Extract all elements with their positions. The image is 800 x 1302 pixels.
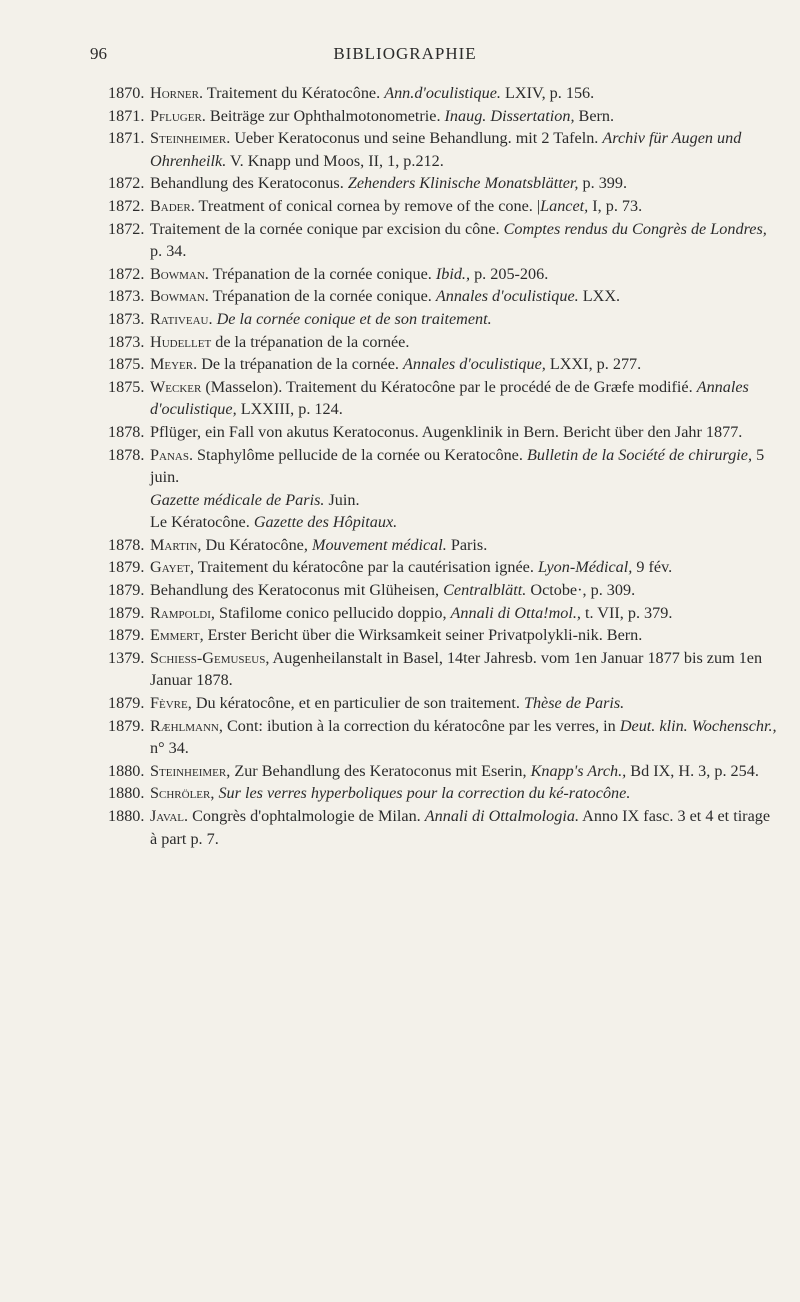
entry-author: Hudellet bbox=[150, 332, 212, 351]
bibliography-entry bbox=[108, 195, 778, 218]
entry-text: Ueber Keratoconus und seine Behandlung. mit 2 Tafeln. bbox=[230, 129, 603, 148]
entry-year: 1875. bbox=[108, 355, 145, 374]
entry-author: Pfluger. bbox=[150, 106, 206, 125]
entry-text: I, p. 73. bbox=[588, 196, 643, 215]
entry-text: De la trépanation de la cornée. bbox=[197, 355, 404, 374]
entry-text: Traitement du kératocône par la cautérisation ignée. bbox=[194, 558, 538, 577]
entry-title-italic: Gazette médicale de Paris. bbox=[150, 490, 325, 509]
entry-text: Beiträge zur Ophthalmotonometrie. bbox=[205, 106, 445, 125]
entry-text: Paris. bbox=[446, 535, 488, 554]
bibliography-entry bbox=[108, 444, 778, 489]
entry-year: 1873. bbox=[108, 332, 145, 351]
entry-title-italic: Archiv für Augen und Ohrenheilk. bbox=[150, 129, 742, 170]
entry-text: Bern. bbox=[574, 106, 615, 125]
entry-text: 5 juin. bbox=[150, 445, 765, 487]
entry-text: Bd IX, H. 3, p. 254. bbox=[626, 761, 759, 780]
page-number: 96 bbox=[90, 44, 107, 63]
entry-text: V. Knapp und Moos, II, 1, p.212. bbox=[226, 151, 444, 170]
entry-year: 1875. bbox=[108, 377, 145, 396]
entry-year: 1879. bbox=[108, 558, 145, 577]
entry-year: 1871. bbox=[108, 106, 145, 125]
entry-text: Staphylôme pellucide de la cornée ou Keratocône. bbox=[193, 445, 527, 464]
entry-text: Traitement de la cornée conique par excision du cône. bbox=[150, 219, 504, 238]
bibliography-entry bbox=[108, 647, 778, 692]
entry-year: 1871. bbox=[108, 129, 145, 148]
bibliography-entry bbox=[108, 353, 778, 376]
entry-title-italic: Zehenders Klinische Monatsblätter, bbox=[347, 174, 579, 193]
entry-year: 1879. bbox=[108, 581, 145, 600]
entry-title-italic: Centralblätt. bbox=[443, 581, 527, 600]
entry-title-italic: Annales d'oculistique. bbox=[435, 287, 579, 306]
bibliography-entry bbox=[108, 602, 778, 625]
bibliography-entry bbox=[108, 805, 778, 850]
entry-text: Congrès d'ophtalmologie de Milan. bbox=[188, 807, 425, 825]
bibliography-entry bbox=[108, 579, 778, 602]
entry-author: Bader. bbox=[150, 196, 195, 215]
entry-text: Cont: ibution à la correction du kératocône par les verres, in bbox=[222, 716, 620, 735]
bibliography-entry bbox=[108, 263, 778, 286]
entry-text: LXIV, p. 156. bbox=[500, 84, 595, 102]
entry-text: 9 fév. bbox=[632, 558, 673, 577]
bibliography-entry bbox=[108, 172, 778, 195]
entry-author: Javal. bbox=[150, 807, 189, 825]
entry-text: de la trépanation de la cornée. bbox=[211, 332, 410, 351]
entry-text: Anno IX fasc. 3 et 4 et tirage à part p. 7. bbox=[150, 807, 771, 848]
entry-author: Martin, bbox=[150, 535, 202, 554]
entry-title-italic: Thèse de Paris. bbox=[523, 694, 625, 713]
bibliography-entry bbox=[108, 331, 778, 354]
entry-author: Meyer. bbox=[150, 355, 198, 374]
entry-text: Traitement du Kératocône. bbox=[203, 84, 385, 102]
page-header bbox=[90, 44, 720, 68]
entry-year: 1878. bbox=[108, 422, 145, 441]
entry-year: 1879. bbox=[108, 694, 145, 713]
entry-title-italic: Inaug. Dissertation, bbox=[444, 106, 575, 125]
entry-author: Schröler, bbox=[150, 784, 215, 803]
entry-year: 1870. bbox=[108, 84, 145, 102]
bibliography-entry bbox=[108, 624, 778, 647]
entry-year: 1872. bbox=[108, 264, 145, 283]
entry-year: 1880. bbox=[108, 807, 145, 825]
bibliography-entry bbox=[108, 308, 778, 331]
entry-title-italic: Sur les verres hyperboliques pour la correction du ké-ratocône. bbox=[218, 784, 631, 803]
entry-text: LXX. bbox=[578, 287, 621, 306]
entry-text: Le Kératocône. bbox=[150, 513, 254, 532]
entry-author: Fèvre, bbox=[150, 694, 192, 713]
entry-text: Du kératocône, et en particulier de son traitement. bbox=[191, 694, 524, 713]
entry-author: Wecker bbox=[150, 377, 202, 396]
entry-text: Behandlung des Keratoconus mit Glüheisen, bbox=[150, 581, 444, 600]
entry-year: 1880. bbox=[108, 784, 145, 803]
entry-author: Steinheimer, bbox=[150, 761, 231, 780]
entry-title-italic: Lancet, bbox=[540, 196, 589, 215]
entry-year: 1873. bbox=[108, 287, 145, 306]
bibliography-entry bbox=[108, 511, 778, 534]
bibliography-entry bbox=[108, 715, 778, 760]
entry-title-italic: Ibid., bbox=[435, 264, 471, 283]
entry-text: Behandlung des Keratoconus. bbox=[150, 174, 348, 193]
bibliography-entry bbox=[108, 534, 778, 557]
entry-title-italic: Ann.d'oculistique. bbox=[384, 84, 501, 102]
bibliography-entry bbox=[108, 376, 778, 421]
bibliography-entry bbox=[108, 782, 778, 805]
entry-title-italic: Annales d'oculistique, bbox=[403, 355, 546, 374]
bibliography-entry bbox=[108, 489, 778, 512]
entry-year: 1879. bbox=[108, 716, 145, 735]
entry-text: Octobe·, p. 309. bbox=[526, 581, 636, 600]
bibliography-list bbox=[108, 82, 778, 850]
entry-year: 1879. bbox=[108, 603, 145, 622]
entry-author: Panas. bbox=[150, 445, 193, 464]
entry-year: 1872. bbox=[108, 174, 145, 193]
entry-title-italic: Annales d'oculistique, bbox=[150, 377, 749, 419]
bibliography-entry bbox=[108, 218, 778, 263]
entry-text: Trépanation de la cornée conique. bbox=[208, 264, 436, 283]
running-title: BIBLIOGRAPHIE bbox=[333, 44, 477, 63]
entry-text: p. 34. bbox=[150, 242, 187, 261]
entry-year: 1379. bbox=[108, 648, 145, 667]
entry-author: Bowman. bbox=[150, 264, 209, 283]
entry-author: Rativeau. bbox=[150, 309, 213, 328]
entry-author: Schiess-Gemuseus, bbox=[150, 648, 270, 667]
entry-author: Emmert, bbox=[150, 626, 204, 645]
entry-text: p. 399. bbox=[578, 174, 628, 193]
entry-text: LXXI, p. 277. bbox=[545, 355, 642, 374]
bibliography-entry bbox=[108, 105, 778, 128]
entry-title-italic: Comptes rendus du Congrès de Londres, bbox=[503, 219, 767, 238]
entry-title-italic: Mouvement médical. bbox=[311, 535, 447, 554]
entry-author: Gayet, bbox=[150, 558, 195, 577]
entry-text: Stafilome conico pellucido doppio, bbox=[214, 603, 451, 622]
entry-text: n° 34. bbox=[150, 739, 189, 758]
entry-year: 1878. bbox=[108, 535, 145, 554]
entry-year: 1879. bbox=[108, 626, 145, 645]
entry-year: 1878. bbox=[108, 445, 145, 464]
entry-author: Bowman. bbox=[150, 287, 209, 306]
bibliography-entry bbox=[108, 82, 778, 105]
entry-author: Ræhlmann, bbox=[150, 716, 223, 735]
entry-text: Augenheilanstalt in Basel, 14ter Jahresb. vom 1en Januar 1877 bis zum 1en Januar 1878. bbox=[150, 648, 763, 690]
entry-year: 1872. bbox=[108, 196, 145, 215]
entry-title-italic: De la cornée conique et de son traitement. bbox=[216, 309, 492, 328]
entry-year: 1872. bbox=[108, 219, 145, 238]
bibliography-entry bbox=[108, 760, 778, 783]
entry-title-italic: Bulletin de la Société de chirurgie, bbox=[526, 445, 753, 464]
entry-title-italic: Annali di Ottalmologia. bbox=[424, 807, 579, 825]
entry-year: 1873. bbox=[108, 309, 145, 328]
bibliography-entry bbox=[108, 421, 778, 444]
entry-text: Erster Bericht über die Wirksamkeit seiner Privatpolykli-nik. Bern. bbox=[203, 626, 643, 645]
entry-text: Trépanation de la cornée conique. bbox=[208, 287, 436, 306]
entry-title-italic: Lyon-Médical, bbox=[537, 558, 633, 577]
entry-text: Zur Behandlung des Keratoconus mit Eserin, bbox=[230, 761, 531, 780]
entry-text: LXXIII, p. 124. bbox=[236, 400, 343, 419]
entry-author: Horner. bbox=[150, 84, 204, 102]
entry-author: Steinheimer. bbox=[150, 129, 231, 148]
entry-title-italic: Deut. klin. Wochenschr., bbox=[619, 716, 777, 735]
entry-text: (Masselon). Traitement du Kératocône par le procédé de de Græfe modifié. bbox=[201, 377, 697, 396]
bibliography-entry bbox=[108, 127, 778, 172]
entry-text: p. 205-206. bbox=[470, 264, 549, 283]
entry-year: 1880. bbox=[108, 761, 145, 780]
entry-text: Du Kératocône, bbox=[201, 535, 312, 554]
entry-title-italic: Gazette des Hôpitaux. bbox=[253, 513, 398, 532]
bibliography-entry bbox=[108, 285, 778, 308]
entry-title-italic: Knapp's Arch., bbox=[530, 761, 627, 780]
entry-text: Pflüger, ein Fall von akutus Keratoconus. Augenklinik in Bern. Bericht über den Jahr 1877. bbox=[150, 422, 743, 441]
entry-text: Treatment of conical cornea by remove of the cone. | bbox=[194, 196, 541, 215]
entry-text: t. VII, p. 379. bbox=[580, 603, 673, 622]
bibliography-entry bbox=[108, 692, 778, 715]
entry-text: Juin. bbox=[324, 490, 360, 509]
bibliography-entry bbox=[108, 556, 778, 579]
entry-author: Rampoldi, bbox=[150, 603, 215, 622]
entry-title-italic: Annali di Otta!mol., bbox=[450, 603, 581, 622]
